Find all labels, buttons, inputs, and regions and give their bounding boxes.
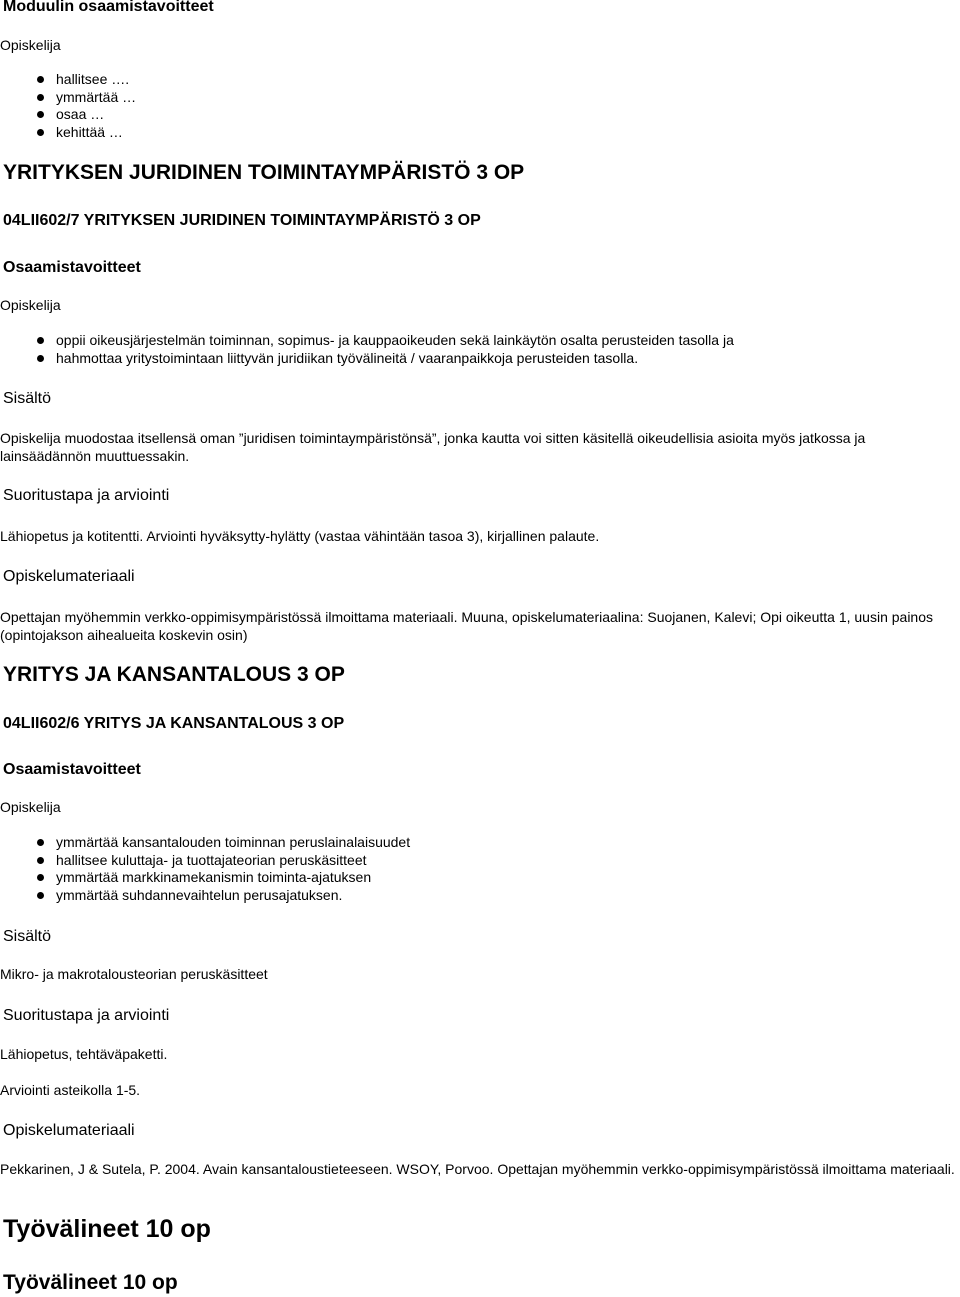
course2-assessment-text-2: Arviointi asteikolla 1-5. — [0, 1082, 141, 1098]
list-item: hallitsee …. — [0, 71, 136, 89]
course1-assessment-heading: Suoritustapa ja arviointi — [3, 487, 170, 504]
list-item: kehittää … — [0, 124, 136, 142]
section3-subtitle: Työvälineet 10 op — [3, 1271, 178, 1294]
course2-student-label: Opiskelija — [0, 799, 61, 815]
course2-materials-text: Pekkarinen, J & Sutela, P. 2004. Avain kansantaloustieteeseen. WSOY, Porvoo. Opettajan myöhemmin verkko-oppimisympäristössä ilmoittama materiaali. — [0, 1161, 955, 1177]
course2-content-heading: Sisältö — [3, 928, 52, 945]
course1-student-label: Opiskelija — [0, 297, 61, 313]
list-item: ymmärtää … — [0, 89, 136, 107]
list-item: ymmärtää kansantalouden toiminnan peruslainalaisuudet — [0, 834, 410, 852]
course2-objectives-list — [0, 834, 410, 904]
course2-assessment-heading: Suoritustapa ja arviointi — [3, 1007, 170, 1024]
course1-objectives-list — [0, 332, 734, 367]
list-item: oppii oikeusjärjestelmän toiminnan, sopimus- ja kauppaoikeuden sekä lainkäytön osalta perusteiden tasolla ja — [0, 332, 734, 350]
course1-assessment-text: Lähiopetus ja kotitentti. Arviointi hyväksytty-hylätty (vastaa vähintään tasoa 3), kirjallinen palaute. — [0, 528, 600, 544]
list-item: osaa … — [0, 106, 136, 124]
course1-content-text: Opiskelija muodostaa itsellensä oman ”juridisen toimintaympäristönsä”, jonka kautta voi sitten käsitellä oikeudellisia asioita myös jatkossa ja lainsäädännön muuttuessakin. — [0, 430, 866, 464]
list-item: hahmottaa yritystoimintaan liittyvän juridiikan työvälineitä / vaaranpaikkoja perusteiden tasolla. — [0, 350, 734, 368]
intro-list — [0, 71, 136, 141]
course1-code-title: 04LII602/7 YRITYKSEN JURIDINEN TOIMINTAYMPÄRISTÖ 3 OP — [3, 212, 481, 229]
course2-materials-heading: Opiskelumateriaali — [3, 1122, 135, 1139]
section3-title: Työvälineet 10 op — [3, 1215, 211, 1243]
course2-assessment-text-1: Lähiopetus, tehtäväpaketti. — [0, 1046, 168, 1062]
list-item: ymmärtää markkinamekanismin toiminta-ajatuksen — [0, 869, 410, 887]
course2-content-text: Mikro- ja makrotalousteorian peruskäsitteet — [0, 966, 268, 982]
course1-objectives-heading: Osaamistavoitteet — [3, 259, 141, 276]
course1-materials-text: Opettajan myöhemmin verkko-oppimisympäristössä ilmoittama materiaali. Muuna, opiskelumateriaalina: Suojanen, Kalevi; Opi oikeutta 1, uusin painos (opintojakson aihealueita koskevin osin) — [0, 609, 934, 643]
course2-code-title: 04LII602/6 YRITYS JA KANSANTALOUS 3 OP — [3, 715, 345, 732]
course2-objectives-heading: Osaamistavoitteet — [3, 761, 141, 778]
list-item: hallitsee kuluttaja- ja tuottajateorian peruskäsitteet — [0, 852, 410, 870]
module-title: Moduulin osaamistavoitteet — [3, 0, 214, 15]
course1-materials-heading: Opiskelumateriaali — [3, 568, 135, 585]
course1-content-heading: Sisältö — [3, 390, 52, 407]
list-item: ymmärtää suhdannevaihtelun perusajatuksen. — [0, 887, 410, 905]
intro-student-label: Opiskelija — [0, 37, 61, 53]
course2-title: YRITYS JA KANSANTALOUS 3 OP — [3, 663, 345, 686]
course1-title: YRITYKSEN JURIDINEN TOIMINTAYMPÄRISTÖ 3 OP — [3, 161, 525, 184]
